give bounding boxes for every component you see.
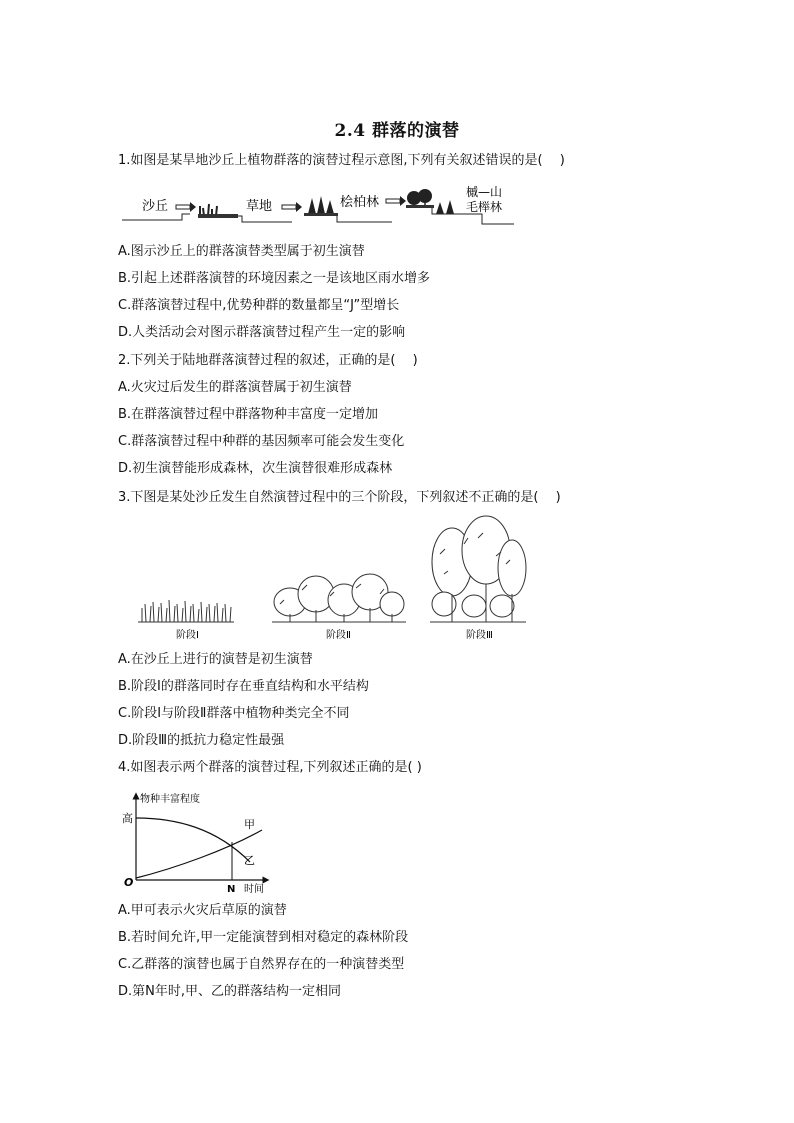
q1-stage-sand-dune: 沙丘 bbox=[142, 199, 169, 214]
q4-series-yi-label: 乙 bbox=[244, 854, 255, 867]
q4-richness-graph bbox=[116, 788, 286, 898]
q1-option-c: C.群落演替过程中,优势种群的数量都呈“J”型增长 bbox=[118, 298, 400, 313]
q4-option-b: B.若时间允许,甲一定能演替到相对稳定的森林阶段 bbox=[118, 930, 409, 945]
q3-option-d: D.阶段Ⅲ的抵抗力稳定性最强 bbox=[118, 733, 285, 748]
q1-stage-maple-beech-line2: 毛榉林 bbox=[466, 200, 503, 214]
q3-option-b: B.阶段Ⅰ的群落同时存在垂直结构和水平结构 bbox=[118, 679, 369, 694]
page-title: 2.4 群落的演替 bbox=[334, 121, 460, 141]
q1-stem: 1.如图是某旱地沙丘上植物群落的演替过程示意图,下列有关叙述错误的是( ) bbox=[118, 153, 565, 168]
q3-stages-figure bbox=[134, 514, 534, 644]
q4-n-label: N bbox=[227, 884, 236, 895]
q3-option-c: C.阶段Ⅰ与阶段Ⅱ群落中植物种类完全不同 bbox=[118, 706, 350, 721]
q1-arrow-1-icon bbox=[176, 202, 196, 212]
q1-option-d: D.人类活动会对图示群落演替过程产生一定的影响 bbox=[118, 325, 406, 340]
q4-y-axis-label: 物种丰富程度 bbox=[140, 794, 200, 805]
q4-option-c: C.乙群落的演替也属于自然界存在的一种演替类型 bbox=[118, 957, 405, 972]
q3-stage2-label: 阶段Ⅱ bbox=[326, 630, 351, 641]
q4-origin-label: O bbox=[124, 876, 134, 889]
q3-stem: 3.下图是某处沙丘发生自然演替过程中的三个阶段，下列叙述不正确的是( ) bbox=[118, 490, 561, 505]
q3-stage1-grass-illustration bbox=[138, 600, 234, 622]
q4-x-axis-label: 时间 bbox=[244, 884, 264, 895]
q3-stage3-forest-illustration bbox=[430, 516, 526, 622]
q2-option-d: D.初生演替能形成森林，次生演替很难形成森林 bbox=[118, 461, 393, 476]
q1-stage-juniper-forest: 桧柏林 bbox=[340, 195, 380, 210]
q3-stage2-shrub-illustration bbox=[272, 574, 406, 622]
q3-stage1-label: 阶段Ⅰ bbox=[176, 630, 199, 641]
q2-stem: 2.下列关于陆地群落演替过程的叙述，正确的是( ) bbox=[118, 353, 418, 368]
q1-arrow-2-icon bbox=[282, 202, 302, 212]
q4-option-a: A.甲可表示火灾后草原的演替 bbox=[118, 903, 287, 918]
q4-series-jia-label: 甲 bbox=[244, 818, 255, 831]
q2-option-a: A.火灾过后发生的群落演替属于初生演替 bbox=[118, 380, 352, 395]
q2-option-c: C.群落演替过程中种群的基因频率可能会发生变化 bbox=[118, 434, 405, 449]
q4-curve-yi bbox=[136, 818, 250, 862]
q1-arrow-3-icon bbox=[386, 196, 406, 206]
q3-stage3-label: 阶段Ⅲ bbox=[466, 630, 493, 641]
q1-stage-maple-beech-line1: 槭—山 bbox=[466, 185, 503, 199]
q1-option-b: B.引起上述群落演替的环境因素之一是该地区雨水增多 bbox=[118, 271, 431, 286]
q4-high-label: 高 bbox=[122, 812, 133, 825]
q4-stem: 4.如图表示两个群落的演替过程,下列叙述正确的是( ) bbox=[118, 760, 422, 775]
q1-option-a: A.图示沙丘上的群落演替类型属于初生演替 bbox=[118, 244, 365, 259]
q1-succession-figure bbox=[122, 184, 522, 230]
q4-option-d: D.第N年时,甲、乙的群落结构一定相同 bbox=[118, 984, 341, 999]
q2-option-b: B.在群落演替过程中群落物种丰富度一定增加 bbox=[118, 407, 379, 422]
q3-option-a: A.在沙丘上进行的演替是初生演替 bbox=[118, 652, 313, 667]
q1-stage-grassland: 草地 bbox=[246, 199, 273, 214]
